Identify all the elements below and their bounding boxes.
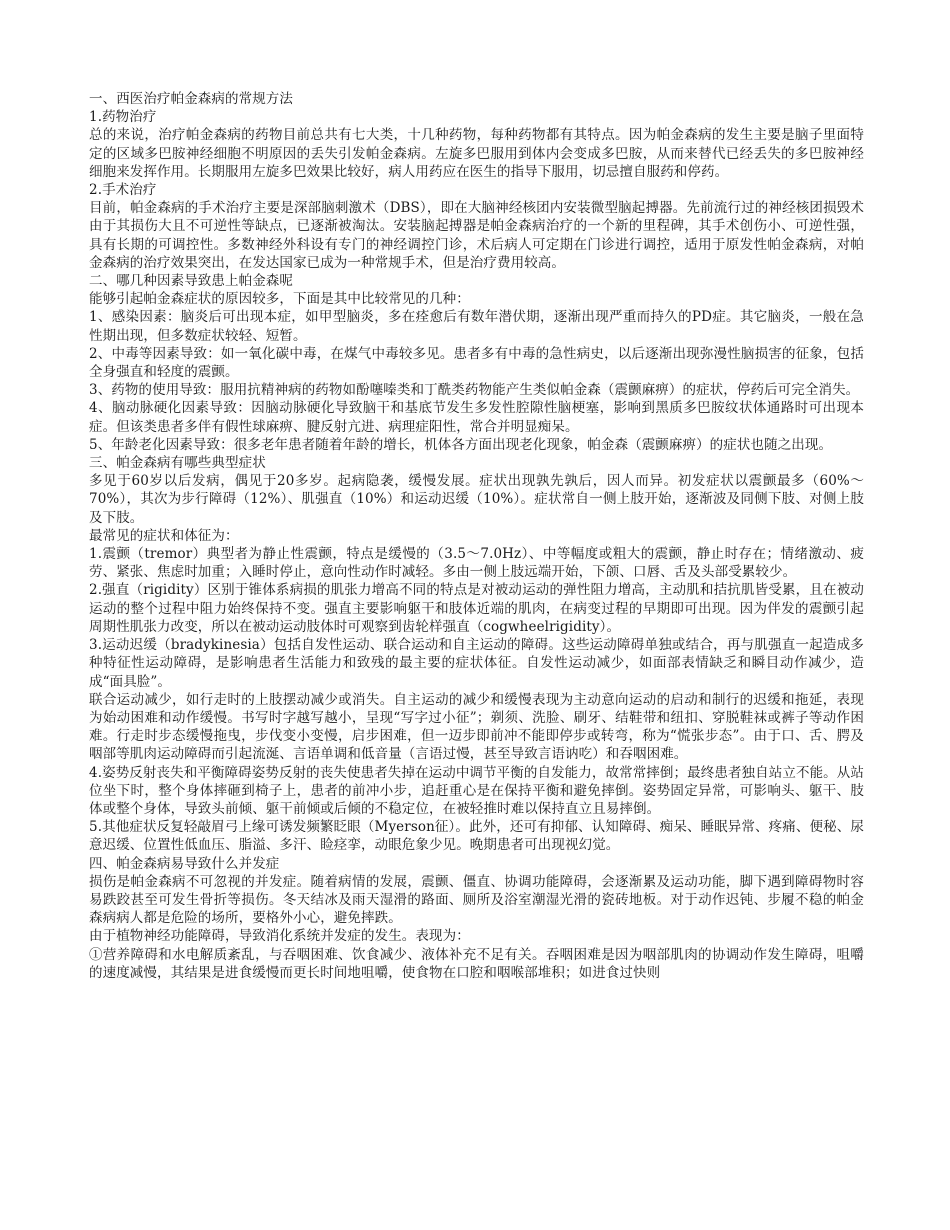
list-item-cause-5: 5、年龄老化因素导致：很多老年患者随着年龄的增长，机体各方面出现老化现象，帕金森（震颤麻痹）的症状也随之出现。: [89, 436, 833, 453]
section-heading-3: 三、帕金森病有哪些典型症状: [89, 455, 266, 472]
paragraph-causes-intro: 能够引起帕金森症状的原因较多，下面是其中比较常见的几种：: [89, 291, 470, 308]
paragraph-symptoms-intro: 最常见的症状和体征为：: [89, 527, 239, 544]
section-heading-2: 二、哪几种因素导致患上帕金森呢: [89, 273, 293, 290]
paragraph-surgery: 目前，帕金森病的手术治疗主要是深部脑刺激术（DBS），即在大脑神经核团内安装微型脑起搏器。先前流行过的神经核团损毁术由于其损伤大且不可逆性等缺点，已逐渐被淘汰。安装脑起搏器是帕金森病治疗的一个新的里程碑，其手术创伤小、可逆性强，具有长期的可调控性。多数神经外科设有专门的神经调控门诊，术后病人可定期在门诊进行调控，适用于原发性帕金森病，对帕金森病的治疗效果突出，在发达国家已成为一种常规手术，但是治疗费用较高。: [89, 200, 864, 271]
paragraph-complication-digestive: 由于植物神经功能障碍，导致消化系统并发症的发生。表现为：: [89, 928, 470, 945]
list-item-cause-3: 3、药物的使用导致：服用抗精神病的药物如酚噻嗪类和丁酰类药物能产生类似帕金森（震颤麻痹）的症状，停药后可完全消失。: [89, 382, 860, 399]
section-heading-1: 一、西医治疗帕金森病的常规方法: [89, 91, 293, 107]
document-body: [89, 90, 864, 982]
paragraph-drug-therapy: 总的来说，治疗帕金森病的药物目前总共有七大类，十几种药物，每种药物都有其特点。因为帕金森病的发生主要是脑子里面特定的区域多巴胺神经细胞不明原因的丢失引发帕金森病。左旋多巴服用到体内会变成多巴胺，从而来替代已经丢失的多巴胺神经细胞来发挥作用。长期服用左旋多巴效果比较好，病人用药应在医生的指导下服用，切忌擅自服药和停药。: [89, 127, 864, 180]
paragraph-complication-injury: 损伤是帕金森病不可忽视的并发症。随着病情的发展，震颤、僵直、协调功能障碍，会逐渐累及运动功能，脚下遇到障碍物时容易跌跤甚至可发生骨折等损伤。冬天结冰及雨天湿滑的路面、厕所及浴室潮湿光滑的瓷砖地板。对于动作迟钝、步履不稳的帕金森病病人都是危险的场所，要格外小心，避免摔跌。: [89, 873, 864, 927]
list-item-cause-1: 1、感染因素：脑炎后可出现本症，如甲型脑炎，多在痊愈后有数年潜伏期，逐渐出现严重而持久的PD症。其它脑炎，一般在急性期出现，但多数症状较轻、短暂。: [89, 309, 864, 344]
list-item-complication-1: ①营养障碍和水电解质紊乱，与吞咽困难、饮食减少、液体补充不足有关。吞咽困难是因为咽部肌肉的协调动作发生障碍，咀嚼的速度减慢，其结果是进食缓慢而更长时间地咀嚼，使食物在口腔和咽喉部堆积；如进食过快则: [89, 946, 864, 981]
subheading-surgery: 2.手术治疗: [89, 182, 157, 199]
list-item-cause-2: 2、中毒等因素导致：如一氧化碳中毒，在煤气中毒较多见。患者多有中毒的急性病史，以后逐渐出现弥漫性脑损害的征象，包括全身强直和轻度的震颤。: [89, 345, 864, 381]
list-item-symptom-2: 2.强直（rigidity）区别于锥体系病损的肌张力增高不同的特点是对被动运动的弹性阻力增高，主动肌和拮抗肌皆受累，且在被动运动的整个过程中阻力始终保持不变。强直主要影响躯干和肢体近端的肌肉，在病变过程的早期即可出现。因为伴发的震颤引起周期性肌张力改变，所以在被动运动肢体时可观察到齿轮样强直（cogwheelrigidity）。: [89, 582, 864, 635]
paragraph-symptom-3-cont: 联合运动减少，如行走时的上肢摆动减少或消失。自主运动的减少和缓慢表现为主动意向运动的启动和制行的迟缓和拖延，表现为始动困难和动作缓慢。书写时字越写越小，呈现“写字过小征”；剃须、洗脸、刷牙、结鞋带和纽扣、穿脱鞋袜或裤子等动作困难。行走时步态缓慢拖曳，步伐变小变慢，启步困难，但一迈步即前冲不能即停步或转弯，称为“慌张步态”。由于口、舌、腭及咽部等肌肉运动障碍而引起流涎、言语单调和低音量（言语过慢，甚至导致言语讷吃）和吞咽困难。: [89, 691, 864, 763]
list-item-cause-4: 4、脑动脉硬化因素导致：因脑动脉硬化导致脑干和基底节发生多发性腔隙性脑梗塞，影响到黑质多巴胺纹状体通路时可出现本症。但该类患者多伴有假性球麻痹、腱反射亢进、病理症阳性，常合并明显痴呆。: [89, 400, 864, 435]
section-heading-4: 四、帕金森病易导致什么并发症: [89, 855, 280, 872]
subheading-drug-therapy: 1.药物治疗: [89, 109, 157, 126]
list-item-symptom-3: 3.运动迟缓（bradykinesia）包括自发性运动、联合运动和自主运动的障碍。这些运动障碍单独或结合，再与肌强直一起造成多种特征性运动障碍，是影响患者生活能力和致残的最主要的症状体征。自发性运动减少，如面部表情缺乏和瞬目动作减少，造成“面具脸”。: [89, 637, 864, 690]
list-item-symptom-5: 5.其他症状反复轻敲眉弓上缘可诱发频繁眨眼（Myerson征）。此外，还可有抑郁、认知障碍、痴呆、睡眠异常、疼痛、便秘、尿意迟缓、位置性低血压、脂溢、多汗、睑痉挛，动眼危象少见。晚期患者可出现视幻觉。: [89, 819, 864, 854]
list-item-symptom-4: 4.姿势反射丧失和平衡障碍姿势反射的丧失使患者失掉在运动中调节平衡的自发能力，故常常摔倒；最终患者独自站立不能。从站位坐下时，整个身体摔砸到椅子上，患者的前冲小步，追赶重心是在保持平衡和避免摔倒。姿势固定异常，可影响头、躯干、肢体或整个身体，导致头前倾、躯干前倾或后倾的不稳定位，在被轻推时难以保持直立且易摔倒。: [89, 764, 864, 817]
list-item-symptom-1: 1.震颤（tremor）典型者为静止性震颤，特点是缓慢的（3.5～7.0Hz）、中等幅度或粗大的震颤，静止时存在；情绪激动、疲劳、紧张、焦虑时加重；入睡时停止，意向性动作时减轻。多由一侧上肢远端开始，下颌、口唇、舌及头部受累较少。: [89, 546, 864, 581]
paragraph-onset: 多见于60岁以后发病，偶见于20多岁。起病隐袭，缓慢发展。症状出现孰先孰后，因人而异。初发症状以震颤最多（60%～70%），其次为步行障碍（12%）、肌强直（10%）和运动迟缓（10%）。症状常自一侧上肢开始，逐渐波及同侧下肢、对侧上肢及下肢。: [89, 473, 864, 526]
